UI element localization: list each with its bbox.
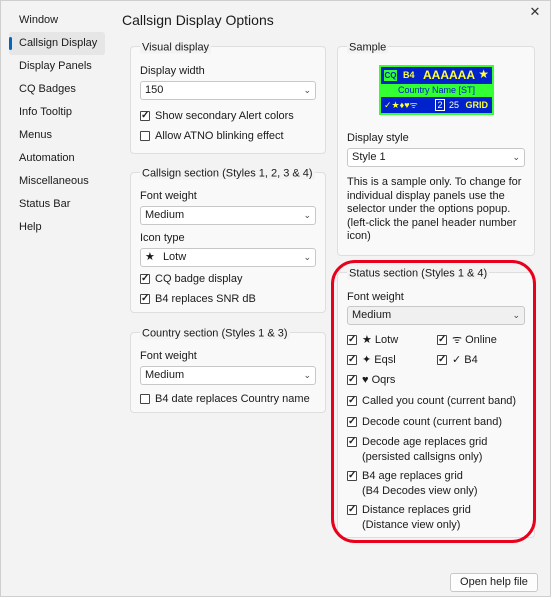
checkbox-label: B4 age replaces grid xyxy=(362,470,463,482)
sample-count: 2 xyxy=(435,99,445,111)
icon-type-label: Icon type xyxy=(140,232,185,244)
group-title: Visual display xyxy=(142,41,210,54)
checkbox-sublabel: (B4 Decodes view only) xyxy=(362,485,478,497)
cq-badge-checkbox[interactable] xyxy=(140,271,316,287)
b4-date-checkbox[interactable] xyxy=(140,391,316,407)
checkbox-label: Show secondary Alert colors xyxy=(155,110,294,122)
sample-callsign-panel xyxy=(379,65,494,115)
display-width-value: 150 xyxy=(145,84,164,96)
sample-grid: GRID xyxy=(465,100,488,110)
atno-blink-checkbox[interactable] xyxy=(140,128,316,144)
checkbox-sublabel: (persisted callsigns only) xyxy=(362,451,483,463)
display-style-label: Display style xyxy=(347,132,409,144)
sidebar xyxy=(1,9,111,239)
group-title: Callsign section (Styles 1, 2, 3 & 4) xyxy=(142,167,313,180)
checkbox-label: ★ Lotw xyxy=(362,334,399,346)
sample-callsign: AAAAAA xyxy=(423,68,475,82)
font-weight-label: Font weight xyxy=(140,350,197,362)
callsign-font-weight-select[interactable] xyxy=(140,206,316,225)
checkbox-label: Called you count (current band) xyxy=(362,395,517,407)
checkbox-icon xyxy=(140,131,150,141)
checkbox-label: Decode age replaces grid xyxy=(362,436,488,448)
checkbox-label: ✓ B4 xyxy=(452,354,478,366)
checkbox-icon xyxy=(140,394,150,404)
checkbox-label: Distance replaces grid xyxy=(362,504,471,516)
checkbox-label: ᯤ Online xyxy=(452,334,497,346)
checkbox-label: ♥ Oqrs xyxy=(362,374,396,386)
star-icon: ★ xyxy=(145,251,155,263)
checkbox-label: ✦ Eqsl xyxy=(362,354,396,366)
star-icon: ★ xyxy=(478,67,489,81)
chevron-down-icon: ⌄ xyxy=(303,210,311,220)
display-style-select[interactable] xyxy=(347,148,525,167)
sidebar-item-menus[interactable]: Menus xyxy=(19,129,53,141)
group-title: Country section (Styles 1 & 3) xyxy=(142,327,288,340)
display-width-label: Display width xyxy=(140,65,205,77)
group-title: Sample xyxy=(349,41,387,54)
close-icon[interactable]: ✕ xyxy=(529,4,541,19)
display-width-select[interactable] xyxy=(140,81,316,100)
checkbox-icon xyxy=(140,111,150,121)
sidebar-item-info-tooltip[interactable]: Info Tooltip xyxy=(19,106,73,118)
sidebar-item-callsign-display[interactable]: Callsign Display xyxy=(9,32,105,55)
group-title: Status section (Styles 1 & 4) xyxy=(349,267,488,280)
checkbox-sublabel: (Distance view only) xyxy=(362,519,461,531)
status-icons: ✓★♦♥ᯤ xyxy=(384,100,418,110)
sidebar-item-automation[interactable]: Automation xyxy=(19,152,75,164)
checkbox-label: CQ badge display xyxy=(155,273,243,285)
checkbox-label: Decode count (current band) xyxy=(362,416,503,428)
sidebar-item-cq-badges[interactable]: CQ Badges xyxy=(19,83,76,95)
chevron-down-icon: ⌄ xyxy=(512,310,520,320)
font-weight-label: Font weight xyxy=(140,190,197,202)
sidebar-item-window[interactable]: Window xyxy=(19,14,59,26)
sidebar-item-display-panels[interactable]: Display Panels xyxy=(19,60,92,72)
sample-note: This is a sample only. To change for individual display panels use the selector under the options popup. (left-click the panel header number icon) xyxy=(347,176,522,242)
callsign-section-group xyxy=(130,167,326,313)
chevron-down-icon: ⌄ xyxy=(303,370,311,380)
sidebar-item-status-bar[interactable]: Status Bar xyxy=(19,198,71,210)
open-help-button[interactable]: Open help file xyxy=(450,573,538,592)
country-font-weight-select[interactable] xyxy=(140,366,316,385)
checkbox-label: B4 date replaces Country name xyxy=(155,393,310,405)
font-weight-value: Medium xyxy=(145,209,185,221)
page-title: Callsign Display Options xyxy=(122,12,274,28)
font-weight-label: Font weight xyxy=(347,291,404,303)
highlight-annotation xyxy=(331,260,536,543)
chevron-down-icon: ⌄ xyxy=(303,85,311,95)
sidebar-item-help[interactable]: Help xyxy=(19,221,42,233)
secondary-alert-checkbox[interactable] xyxy=(140,108,316,124)
visual-display-group xyxy=(130,41,326,154)
icon-type-select[interactable] xyxy=(140,248,316,267)
checkbox-label: Allow ATNO blinking effect xyxy=(155,130,284,142)
country-section-group xyxy=(130,327,326,413)
sample-country: Country Name [ST] xyxy=(381,84,492,97)
chevron-down-icon: ⌄ xyxy=(512,152,520,162)
font-weight-value: Medium xyxy=(145,369,185,381)
checkbox-icon xyxy=(140,294,150,304)
sample-group xyxy=(337,41,535,256)
checkbox-icon xyxy=(140,274,150,284)
sample-count-2: 25 xyxy=(449,100,460,110)
b4-text: B4 xyxy=(403,70,415,80)
b4-snr-checkbox[interactable] xyxy=(140,291,316,307)
chevron-down-icon: ⌄ xyxy=(303,252,311,262)
sidebar-item-miscellaneous[interactable]: Miscellaneous xyxy=(19,175,89,187)
icon-type-value: Lotw xyxy=(162,251,187,263)
cq-badge: CQ xyxy=(384,71,397,80)
font-weight-value: Medium xyxy=(352,309,392,321)
display-style-value: Style 1 xyxy=(352,151,386,163)
checkbox-label: B4 replaces SNR dB xyxy=(155,293,256,305)
